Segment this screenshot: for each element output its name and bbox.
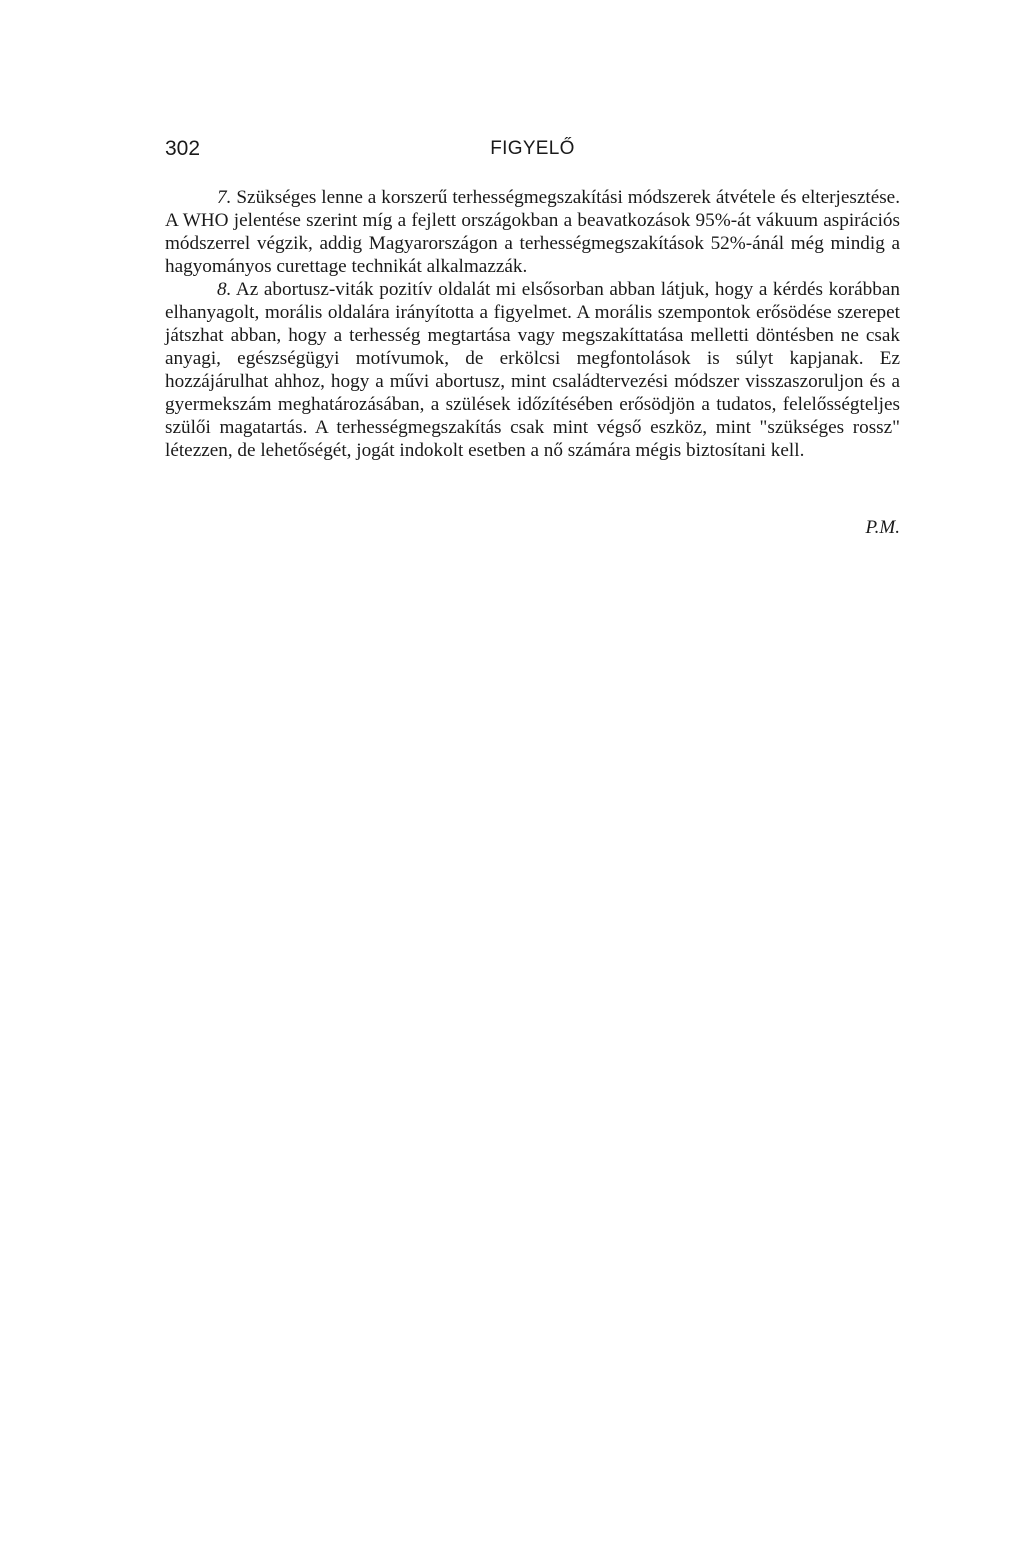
article-body bbox=[165, 186, 900, 462]
author-signature: P.M. bbox=[865, 517, 900, 538]
paragraph-text: Az abortusz-viták pozitív oldalát mi elsősorban abban látjuk, hogy a kérdés korábban elhanyagolt, morális oldalára irányította a figyelmet. A morális szempontok erősödése szerepet játszhat abban, hogy a terhesség megtartása vagy megszakíttatása melletti döntésben ne csak anyagi, egészségügyi motívumok, de erkölcsi megfontolások is súlyt kapjanak. Ez hozzájárulhat ahhoz, hogy a művi abortusz, mint családtervezési módszer visszaszoruljon és a gyermekszám meghatározásában, a szülések időzítésében erősödjön a tudatos, felelősségteljes szülői magatartás. A terhességmegszakítás csak mint végső eszköz, mint "szükséges rossz" létezzen, de lehetőségét, jogát indokolt esetben a nő számára mégis biztosítani kell. bbox=[165, 279, 900, 461]
paragraph-8 bbox=[165, 278, 900, 462]
journal-name: FIGYELŐ bbox=[490, 138, 575, 159]
running-head bbox=[165, 134, 900, 164]
paragraph-text: Szükséges lenne a korszerű terhességmegszakítási módszerek átvétele és elterjesztése. A WHO jelentése szerint míg a fejlett országokban a beavatkozások 95%-át vákuum aspirációs módszerrel végzik, addig Magyarországon a terhességmegszakítások 52%-ánál még mindig a hagyományos curettage technikát alkalmazzák. bbox=[165, 187, 900, 277]
page-number: 302 bbox=[165, 137, 201, 160]
paragraph-7 bbox=[165, 186, 900, 278]
paragraph-number: 8. bbox=[217, 279, 232, 300]
paragraph-number: 7. bbox=[217, 187, 232, 208]
